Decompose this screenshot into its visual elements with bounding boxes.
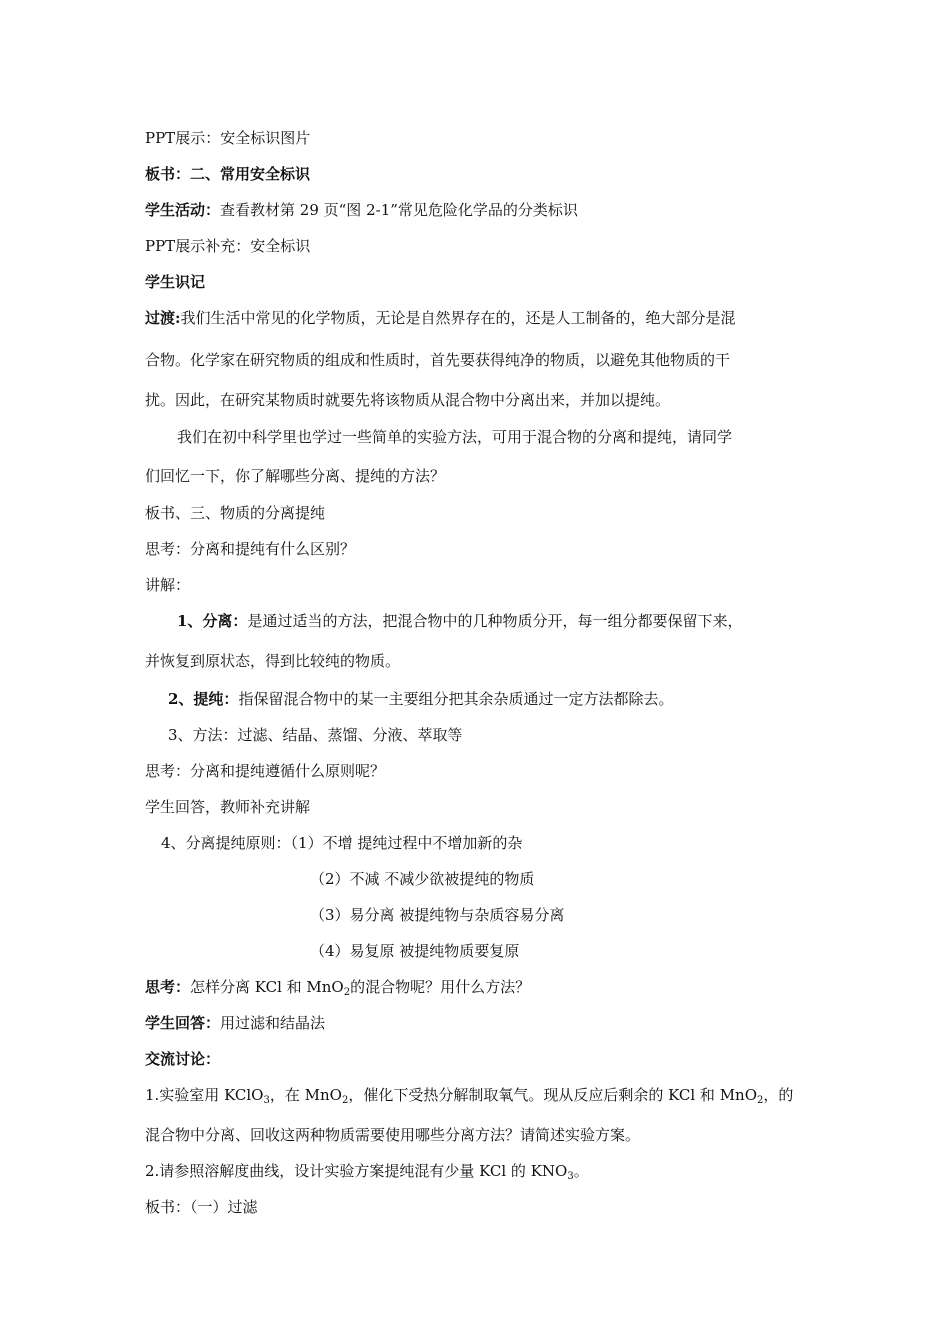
- ppt-supplement-line: PPT展示补充：安全标识: [145, 237, 311, 255]
- separation-label: 1、分离：: [177, 612, 248, 630]
- student-activity-line: [145, 200, 578, 220]
- discussion-2-part-b: 。: [573, 1162, 589, 1180]
- separation-text: 是通过适当的方法，把混合物中的几种物质分开，每一组分都要保留下来，: [247, 612, 743, 630]
- think-text-b: 的混合物呢？用什么方法？: [350, 978, 531, 996]
- ppt-show-line: PPT展示：安全标识图片: [145, 129, 311, 147]
- transition-label: 过渡:: [145, 309, 181, 327]
- subscript: 2: [757, 1095, 764, 1106]
- subscript: 2: [343, 987, 351, 998]
- principle-2: （2）不减 不减少欲被提纯的物质: [310, 870, 535, 888]
- principle-3: （3）易分离 被提纯物与杂质容易分离: [310, 906, 565, 924]
- student-answer-2: [145, 1013, 325, 1033]
- paragraph-line-3: 扰。因此，在研究某物质时就要先将该物质从混合物中分离出来，并加以提纯。: [145, 391, 671, 409]
- principle-1: 4、分离提纯原则：（1）不增 提纯过程中不增加新的杂: [161, 834, 523, 852]
- student-answer-label: 学生回答：: [145, 1014, 221, 1032]
- think-question-2: 思考：分离和提纯遵循什么原则呢？: [145, 762, 386, 780]
- discussion-1-part-d: ，的: [763, 1086, 794, 1104]
- transition-line: [145, 308, 736, 328]
- think-question-3: [145, 977, 530, 1003]
- student-answer-text: 用过滤和结晶法: [220, 1014, 326, 1032]
- purification-definition: [168, 689, 673, 709]
- subscript: 3: [263, 1095, 270, 1106]
- subscript: 3: [567, 1171, 574, 1182]
- discussion-item-1: [145, 1085, 793, 1111]
- board-heading-2: 板书：二、常用安全标识: [145, 165, 311, 183]
- student-answer-line: 学生回答，教师补充讲解: [145, 798, 311, 816]
- separation-continued: 并恢复到原状态，得到比较纯的物质。: [145, 652, 401, 670]
- discussion-1-part-b: ，在 MnO: [269, 1086, 342, 1104]
- think-text-a: 怎样分离 KCl 和 MnO: [190, 978, 344, 996]
- methods-line: 3、方法：过滤、结晶、蒸馏、分液、萃取等: [168, 726, 463, 744]
- paragraph-indented: 我们在初中科学里也学过一些简单的实验方法，可用于混合物的分离和提纯，请同学: [177, 428, 733, 446]
- principle-4: （4）易复原 被提纯物质要复原: [310, 942, 520, 960]
- discussion-heading: 交流讨论：: [145, 1050, 221, 1068]
- subscript: 2: [341, 1095, 349, 1106]
- transition-text: 我们生活中常见的化学物质，无论是自然界存在的，还是人工制备的，绝大部分是混: [180, 309, 736, 327]
- separation-definition: [177, 611, 742, 631]
- student-activity-text: 查看教材第 29 页“图 2-1”常见危险化学品的分类标识: [220, 201, 578, 219]
- discussion-item-2: [145, 1161, 589, 1187]
- think-question-1: 思考：分离和提纯有什么区别？: [145, 540, 356, 558]
- student-activity-label: 学生活动：: [145, 201, 221, 219]
- student-memorize-line: 学生识记: [145, 273, 206, 291]
- purification-text: 指保留混合物中的某一主要组分把其余杂质通过一定方法都除去。: [238, 690, 674, 708]
- board-heading-3: 板书、三、物质的分离提纯: [145, 504, 326, 522]
- purification-label: 2、提纯：: [168, 690, 239, 708]
- discussion-1-part-a: 1.实验室用 KClO: [145, 1086, 264, 1104]
- board-filtration: 板书：（一）过滤: [145, 1198, 258, 1216]
- discussion-item-1-continued: 混合物中分离、回收这两种物质需要使用哪些分离方法？请简述实验方案。: [145, 1126, 641, 1144]
- paragraph-continued: 们回忆一下，你了解哪些分离、提纯的方法？: [145, 467, 446, 485]
- explain-label: 讲解：: [145, 576, 191, 594]
- paragraph-line-2: 合物。化学家在研究物质的组成和性质时，首先要获得纯净的物质，以避免其他物质的干: [145, 351, 731, 369]
- discussion-1-part-c: ，催化下受热分解制取氧气。现从反应后剩余的 KCl 和 MnO: [348, 1086, 758, 1104]
- discussion-2-part-a: 2.请参照溶解度曲线，设计实验方案提纯混有少量 KCl 的 KNO: [145, 1162, 568, 1180]
- think-label: 思考：: [145, 978, 191, 996]
